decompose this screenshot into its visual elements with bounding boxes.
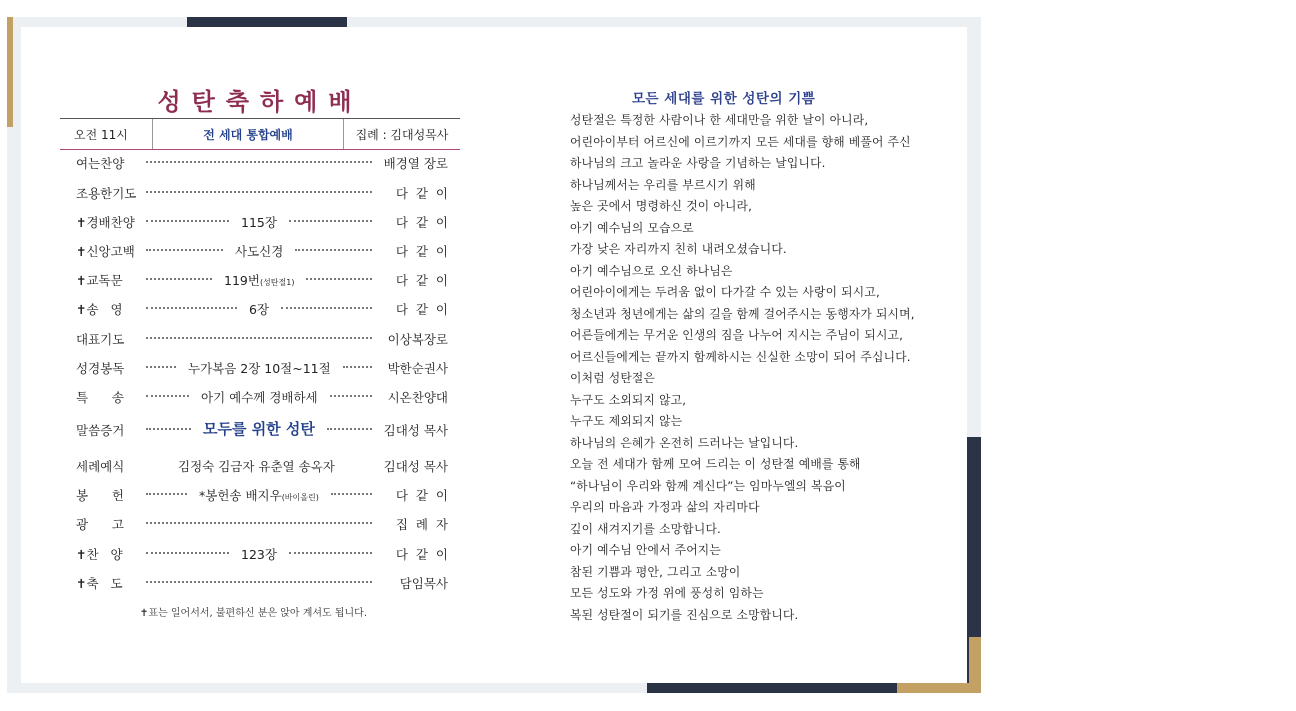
leader-dots <box>146 278 212 280</box>
order-person: 박한순권사 <box>387 361 448 376</box>
leader-dots <box>327 428 372 430</box>
message-title: 모든 세대를 위한 성탄의 기쁨 <box>632 91 816 107</box>
message-line: 어르신들에게는 끝까지 함께하시는 신실한 소망이 되어 주십니다. <box>570 349 911 364</box>
order-detail-sub: (바이올린) <box>281 493 319 502</box>
leader-dots <box>281 307 372 309</box>
message-line: “하나님이 우리와 함께 계신다”는 임마누엘의 복음이 <box>570 478 846 493</box>
message-line: 어린아이에게는 두려움 없이 다가갈 수 있는 사랑이 되시고, <box>570 285 880 299</box>
leader-dots <box>289 552 372 554</box>
order-label: ✝교독문 <box>76 273 123 288</box>
order-detail <box>188 359 331 377</box>
order-row <box>76 482 448 504</box>
leader-dots <box>146 307 237 309</box>
message-line: 어른들에게는 무거운 인생의 짐을 나누어 지시는 주님이 되시고, <box>570 328 904 342</box>
order-label: 조용한기도 <box>76 186 137 201</box>
order-person: 담임목사 <box>399 576 448 591</box>
leader-dots <box>146 581 372 583</box>
message-line: 복된 성탄절이 되기를 진심으로 소망합니다. <box>570 607 799 622</box>
order-label: 여는찬양 <box>76 156 125 171</box>
order-detail-text: 사도신경 <box>235 244 284 259</box>
corner-stripe-gold-left <box>7 17 13 127</box>
order-label: 말씀증거 <box>76 423 125 438</box>
order-row <box>76 417 448 439</box>
order-row <box>76 384 448 406</box>
order-detail-text: 119번 <box>224 273 260 288</box>
leader-dots <box>146 161 372 163</box>
order-row <box>76 570 448 592</box>
message-line: 어린아이부터 어르신에 이르기까지 모든 세대를 향해 베풀어 주신 <box>570 134 911 149</box>
order-detail-sub: (성탄절1) <box>259 278 295 287</box>
order-person: 다 같 이 <box>395 488 448 503</box>
message-line: 높은 곳에서 명령하신 것이 아니라, <box>570 199 753 213</box>
order-row <box>76 541 448 563</box>
leader-dots <box>330 395 372 397</box>
order-detail <box>235 242 283 260</box>
order-detail-text: *봉헌송 배지우 <box>199 488 282 503</box>
order-label: 특 송 <box>76 390 124 405</box>
order-detail <box>224 271 294 289</box>
order-detail-text: 115장 <box>241 215 277 230</box>
order-detail-text: 모두를 위한 성탄 <box>203 420 315 438</box>
order-detail-text: 6장 <box>249 302 270 317</box>
leader-dots <box>295 249 372 251</box>
order-label: 봉 헌 <box>76 488 124 503</box>
order-row <box>76 511 448 533</box>
corner-stripe-navy-bottom <box>647 683 897 693</box>
order-detail <box>203 418 315 439</box>
standing-note: ✝표는 일어서서, 불편하신 분은 앉아 계셔도 됩니다. <box>140 608 368 619</box>
leader-dots <box>146 337 372 339</box>
order-detail <box>241 213 277 231</box>
service-type: 전 세대 통합예배 <box>153 119 344 149</box>
order-label: 대표기도 <box>76 332 125 347</box>
order-detail-text: 누가복음 2장 10절~11절 <box>188 361 331 376</box>
leader-dots <box>146 191 372 193</box>
service-info-table <box>60 118 460 150</box>
order-label: 성경봉독 <box>76 361 125 376</box>
order-row <box>76 180 448 202</box>
order-detail <box>241 545 277 563</box>
leader-dots <box>306 278 372 280</box>
order-label: ✝신앙고백 <box>76 244 135 259</box>
order-row <box>76 453 448 475</box>
order-detail-text: 123장 <box>241 547 277 562</box>
order-label: 세례예식 <box>76 459 125 474</box>
message-line: 아기 예수님 안에서 주어지는 <box>570 543 721 557</box>
order-detail-text: 김정숙 김금자 유춘열 송옥자 <box>178 459 335 474</box>
order-person: 김대성 목사 <box>383 423 448 438</box>
corner-stripe-gold-bottom <box>897 683 981 693</box>
message-line: 오늘 전 세대가 함께 모여 드리는 이 성탄절 예배를 통해 <box>570 457 861 471</box>
message-line: 아기 예수님의 모습으로 <box>570 220 694 235</box>
order-detail <box>201 388 318 406</box>
order-row <box>76 296 448 318</box>
order-person: 시온찬양대 <box>387 390 448 405</box>
leader-dots <box>146 552 229 554</box>
order-row <box>76 238 448 260</box>
leader-dots <box>146 428 191 430</box>
order-person: 배경열 장로 <box>383 156 448 171</box>
message-line: 하나님의 크고 놀라운 사랑을 기념하는 날입니다. <box>570 156 826 170</box>
message-line: 하나님의 은혜가 온전히 드러나는 날입니다. <box>570 435 799 450</box>
corner-stripe-navy-top <box>187 17 347 27</box>
leader-dots <box>146 249 223 251</box>
message-line: 참된 기쁨과 평안, 그리고 소망이 <box>570 564 741 579</box>
message-line: 누구도 제외되지 않는 <box>570 414 683 428</box>
order-label: 광 고 <box>76 517 124 532</box>
order-person: 다 같 이 <box>395 302 448 317</box>
leader-dots <box>146 220 229 222</box>
message-line: 성탄절은 특정한 사람이나 한 세대만을 위한 날이 아니라, <box>570 113 869 127</box>
order-label: ✝축 도 <box>76 576 123 591</box>
leader-dots <box>146 395 189 397</box>
message-line: 하나님께서는 우리를 부르시기 위해 <box>570 177 756 192</box>
leader-dots <box>343 366 372 368</box>
order-label: ✝찬 양 <box>76 547 123 562</box>
leader-dots <box>146 366 176 368</box>
leader-dots <box>146 493 187 495</box>
order-row <box>76 150 448 172</box>
message-line: 아기 예수님으로 오신 하나님은 <box>570 263 733 278</box>
service-title: 성탄축하예배 <box>157 88 363 116</box>
order-label: ✝경배찬양 <box>76 215 135 230</box>
order-label: ✝송 영 <box>76 302 123 317</box>
order-person: 다 같 이 <box>395 186 448 201</box>
order-person: 다 같 이 <box>395 215 448 230</box>
order-person: 다 같 이 <box>395 547 448 562</box>
order-row <box>76 355 448 377</box>
order-person: 다 같 이 <box>395 273 448 288</box>
order-person: 다 같 이 <box>395 244 448 259</box>
order-person: 집 례 자 <box>395 517 448 532</box>
service-time: 오전 11시 <box>60 119 153 149</box>
order-row <box>76 267 448 289</box>
message-line: 모든 성도와 가정 위에 풍성히 임하는 <box>570 586 764 600</box>
service-officiant: 집례 : 김대성목사 <box>355 127 449 142</box>
order-row <box>76 326 448 348</box>
leader-dots <box>289 220 372 222</box>
message-line: 깊이 새겨지기를 소망합니다. <box>570 521 721 536</box>
order-person: 김대성 목사 <box>383 459 448 474</box>
leader-dots <box>331 493 372 495</box>
message-line: 가장 낮은 자리까지 친히 내려오셨습니다. <box>570 242 787 256</box>
order-person: 이상복장로 <box>387 332 448 347</box>
message-body <box>570 110 965 626</box>
message-line: 우리의 마음과 가정과 삶의 자리마다 <box>570 500 760 514</box>
order-row <box>76 209 448 231</box>
order-detail <box>199 486 319 504</box>
order-detail <box>178 457 335 475</box>
message-line: 누구도 소외되지 않고, <box>570 392 687 407</box>
order-detail <box>249 300 269 318</box>
leader-dots <box>146 522 372 524</box>
message-line: 이처럼 성탄절은 <box>570 371 656 385</box>
message-line: 청소년과 청년에게는 삶의 길을 함께 걸어주시는 동행자가 되시며, <box>570 306 915 321</box>
order-detail-text: 아기 예수께 경배하세 <box>201 390 318 405</box>
